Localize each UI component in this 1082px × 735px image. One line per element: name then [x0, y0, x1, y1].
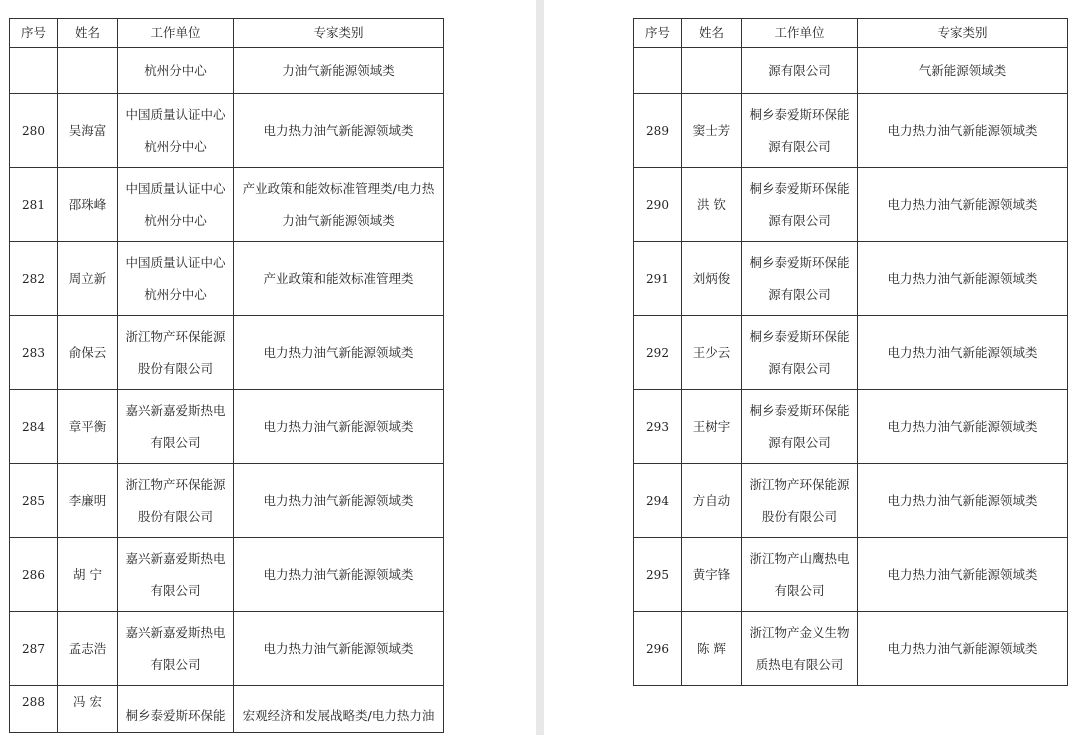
name-cell: [682, 48, 742, 94]
org-cell-line2: 有限公司: [774, 582, 825, 598]
org-cell-line2: 杭州分中心: [144, 138, 207, 154]
category-cell-line1: 电力热力油气新能源领域类: [887, 566, 1038, 582]
table-row: [10, 168, 444, 242]
org-cell: 源有限公司: [742, 48, 858, 94]
category-cell-line1: 电力热力油气新能源领域类: [887, 418, 1038, 434]
org-cell-line1: 浙江物产环保能源: [125, 328, 226, 344]
org-cell: [742, 94, 858, 168]
category-cell-line1: 电力热力油气新能源领域类: [887, 196, 1038, 212]
org-cell-line2: 股份有限公司: [137, 360, 213, 376]
name-cell: 章平衡: [58, 390, 118, 464]
org-cell-line1: 浙江物产山鹰热电: [749, 550, 850, 566]
seq-cell: 287: [10, 612, 58, 686]
table-header-row: [10, 19, 444, 48]
name-cell: 孟志浩: [58, 612, 118, 686]
seq-cell: 295: [634, 538, 682, 612]
org-cell-line2: 源有限公司: [768, 434, 831, 450]
org-cell: [742, 316, 858, 390]
org-cell-line2: 有限公司: [150, 434, 201, 450]
name-cell: 刘炳俊: [682, 242, 742, 316]
header-org: 工作单位: [742, 19, 858, 48]
table-row: [634, 242, 1068, 316]
org-cell-line2: 杭州分中心: [144, 212, 207, 228]
org-cell-line1: 中国质量认证中心: [125, 254, 226, 270]
name-cell: [58, 48, 118, 94]
org-cell: [742, 242, 858, 316]
category-cell-line1: 电力热力油气新能源领域类: [263, 344, 414, 360]
category-cell: 宏观经济和发展战略类/电力热力油: [234, 686, 444, 733]
header-category: 专家类别: [858, 19, 1068, 48]
org-cell-line1: 桐乡泰爱斯环保能: [749, 402, 850, 418]
category-cell: [234, 316, 444, 390]
category-cell: [234, 390, 444, 464]
org-cell: [118, 168, 234, 242]
header-category: 专家类别: [234, 19, 444, 48]
table-row: [10, 538, 444, 612]
table-row: [634, 316, 1068, 390]
seq-cell: 284: [10, 390, 58, 464]
name-cell: 胡 宁: [58, 538, 118, 612]
table-row: [10, 390, 444, 464]
seq-cell: 292: [634, 316, 682, 390]
continuation-row: [634, 48, 1068, 94]
continuation-row: [10, 48, 444, 94]
category-cell: [234, 464, 444, 538]
category-cell: [858, 612, 1068, 686]
org-cell-line1: 嘉兴新嘉爱斯热电: [125, 402, 226, 418]
name-cell: 黄宇锋: [682, 538, 742, 612]
category-cell-line1: 电力热力油气新能源领域类: [887, 492, 1038, 508]
name-cell: 李廉明: [58, 464, 118, 538]
category-cell: [858, 242, 1068, 316]
table-row: [10, 316, 444, 390]
header-org: 工作单位: [118, 19, 234, 48]
org-cell-line1: 桐乡泰爱斯环保能: [749, 180, 850, 196]
category-cell-line1: 电力热力油气新能源领域类: [263, 640, 414, 656]
name-cell: 邵珠峰: [58, 168, 118, 242]
org-cell: [118, 316, 234, 390]
category-cell-line1: 电力热力油气新能源领域类: [887, 640, 1038, 656]
table-row: [10, 464, 444, 538]
org-cell-line1: 中国质量认证中心: [125, 106, 226, 122]
org-cell-line2: 有限公司: [150, 582, 201, 598]
org-cell-line2: 股份有限公司: [137, 508, 213, 524]
category-cell: [234, 94, 444, 168]
category-cell: 气新能源领域类: [858, 48, 1068, 94]
org-cell-line1: 桐乡泰爱斯环保能: [749, 106, 850, 122]
table-row: [634, 168, 1068, 242]
name-cell: 陈 辉: [682, 612, 742, 686]
category-cell: [234, 168, 444, 242]
category-cell: [858, 538, 1068, 612]
category-cell-line1: 产业政策和能效标准管理类/电力热: [242, 180, 435, 196]
name-cell: 俞保云: [58, 316, 118, 390]
name-cell: 方自动: [682, 464, 742, 538]
category-cell: [234, 538, 444, 612]
name-cell: 吴海富: [58, 94, 118, 168]
org-cell-line1: 桐乡泰爱斯环保能: [749, 254, 850, 270]
org-cell: [118, 612, 234, 686]
org-cell-line1: 中国质量认证中心: [125, 180, 226, 196]
seq-cell: 289: [634, 94, 682, 168]
category-cell-line1: 电力热力油气新能源领域类: [263, 566, 414, 582]
name-cell: 王少云: [682, 316, 742, 390]
org-cell-line2: 源有限公司: [768, 212, 831, 228]
seq-cell: [10, 48, 58, 94]
category-cell: [858, 168, 1068, 242]
table-row: [634, 612, 1068, 686]
org-cell-line1: 浙江物产环保能源: [125, 476, 226, 492]
org-cell-line2: 股份有限公司: [761, 508, 837, 524]
seq-cell: 282: [10, 242, 58, 316]
category-cell: [234, 242, 444, 316]
table-row: [10, 612, 444, 686]
category-cell-line1: 电力热力油气新能源领域类: [887, 270, 1038, 286]
seq-cell: 281: [10, 168, 58, 242]
org-cell-line1: 浙江物产金义生物: [749, 624, 850, 640]
org-cell-line1: 嘉兴新嘉爱斯热电: [125, 624, 226, 640]
org-cell-line2: 源有限公司: [768, 138, 831, 154]
seq-cell: 286: [10, 538, 58, 612]
seq-cell: 285: [10, 464, 58, 538]
table-row: [634, 538, 1068, 612]
org-cell-line2: 质热电有限公司: [755, 656, 844, 672]
name-cell: 窦士芳: [682, 94, 742, 168]
org-cell: [742, 538, 858, 612]
category-cell-line1: 电力热力油气新能源领域类: [263, 492, 414, 508]
category-cell-line1: 电力热力油气新能源领域类: [263, 418, 414, 434]
table-body-left: [10, 48, 444, 733]
expert-table-left: [9, 18, 444, 733]
org-cell-line2: 源有限公司: [768, 360, 831, 376]
name-cell: 洪 钦: [682, 168, 742, 242]
category-cell: 力油气新能源领域类: [234, 48, 444, 94]
org-cell: [742, 168, 858, 242]
table-row: [10, 686, 444, 733]
org-cell: [742, 612, 858, 686]
org-cell-line2: 源有限公司: [768, 286, 831, 302]
org-cell: [118, 94, 234, 168]
seq-cell: 283: [10, 316, 58, 390]
seq-cell: [634, 48, 682, 94]
table-body-right: [634, 48, 1068, 686]
org-cell-line2: 有限公司: [150, 656, 201, 672]
table-header-row: [634, 19, 1068, 48]
category-cell-line1: 电力热力油气新能源领域类: [887, 344, 1038, 360]
table-row: [634, 94, 1068, 168]
org-cell: [742, 390, 858, 464]
org-cell: [118, 390, 234, 464]
page-right: [544, 0, 1082, 735]
page-left: [0, 0, 536, 735]
seq-cell: 288: [10, 686, 58, 733]
org-cell: 桐乡泰爱斯环保能: [118, 686, 234, 733]
category-cell-line2: 力油气新能源领域类: [282, 212, 395, 228]
seq-cell: 280: [10, 94, 58, 168]
seq-cell: 294: [634, 464, 682, 538]
table-row: [10, 94, 444, 168]
category-cell: [234, 612, 444, 686]
org-cell: [118, 464, 234, 538]
category-cell: [858, 464, 1068, 538]
category-cell: [858, 316, 1068, 390]
category-cell-line1: 电力热力油气新能源领域类: [887, 122, 1038, 138]
header-seq: 序号: [634, 19, 682, 48]
seq-cell: 290: [634, 168, 682, 242]
expert-table-right: [633, 18, 1068, 686]
org-cell-line1: 浙江物产环保能源: [749, 476, 850, 492]
table-row: [634, 390, 1068, 464]
org-cell: [742, 464, 858, 538]
name-cell: 周立新: [58, 242, 118, 316]
name-cell: 冯 宏: [58, 686, 118, 733]
table-row: [634, 464, 1068, 538]
org-cell: [118, 242, 234, 316]
category-cell: [858, 390, 1068, 464]
name-cell: 王树宇: [682, 390, 742, 464]
seq-cell: 293: [634, 390, 682, 464]
org-cell: 杭州分中心: [118, 48, 234, 94]
seq-cell: 291: [634, 242, 682, 316]
org-cell: [118, 538, 234, 612]
category-cell: [858, 94, 1068, 168]
page-gutter: [536, 0, 544, 735]
header-seq: 序号: [10, 19, 58, 48]
header-name: 姓名: [682, 19, 742, 48]
category-cell-line1: 产业政策和能效标准管理类: [263, 270, 414, 286]
org-cell-line2: 杭州分中心: [144, 286, 207, 302]
category-cell-line1: 电力热力油气新能源领域类: [263, 122, 414, 138]
org-cell-line1: 嘉兴新嘉爱斯热电: [125, 550, 226, 566]
table-row: [10, 242, 444, 316]
header-name: 姓名: [58, 19, 118, 48]
org-cell-line1: 桐乡泰爱斯环保能: [749, 328, 850, 344]
seq-cell: 296: [634, 612, 682, 686]
